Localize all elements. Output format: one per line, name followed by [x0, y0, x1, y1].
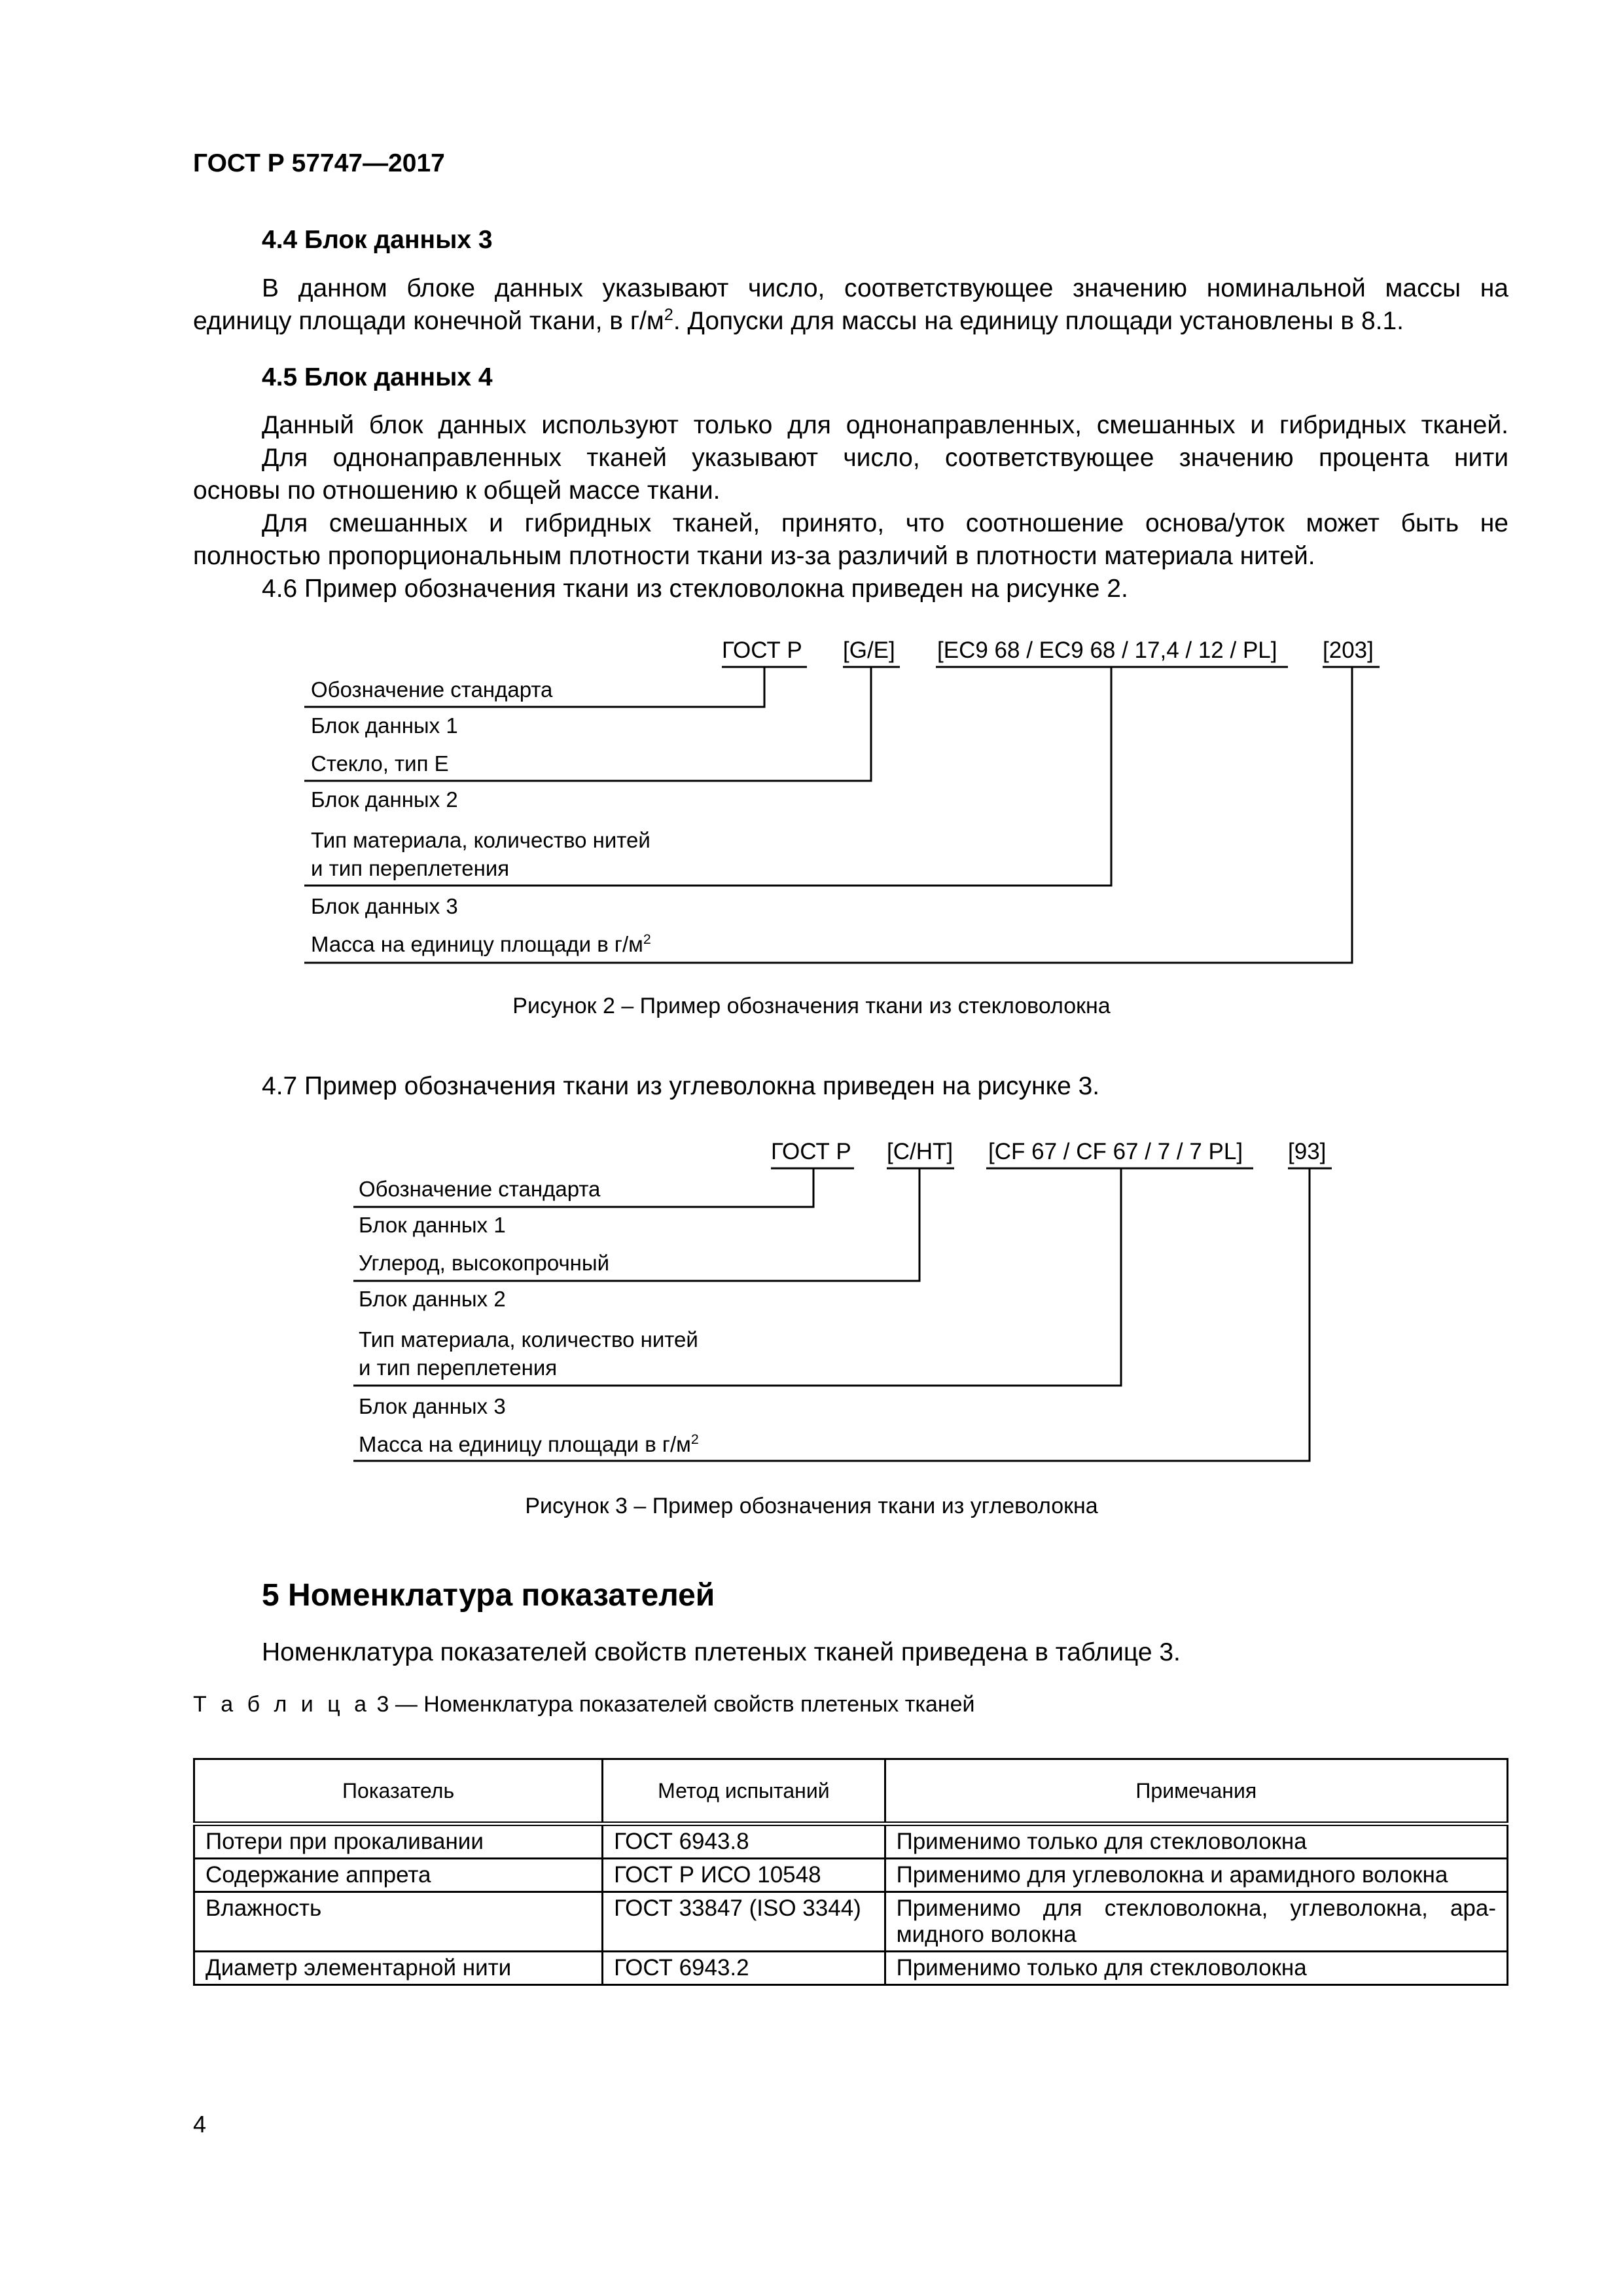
- section-4-5-line-1: Данный блок данных используют только для однонаправленных, смешанных и гибридных тканей.: [262, 411, 1508, 439]
- fig2-code-block-1: [G/E]: [843, 637, 895, 663]
- section-5-title: 5 Номенклатура показателей: [262, 1578, 715, 1613]
- fig3-label-standard: Обозначение стандарта: [359, 1177, 601, 1201]
- table-cell-notes: Применимо для углеволокна и арамидного волокна: [885, 1859, 1507, 1892]
- fig3-label-mass: Масса на единицу площади в $г/м^2$: [359, 1431, 699, 1456]
- fig3-label-carbon: Углерод, высокопрочный: [359, 1251, 610, 1275]
- fig3-label-material-2: и тип переплетения: [359, 1355, 558, 1380]
- table-cell-indicator: Влажность: [194, 1892, 603, 1952]
- fig3-label-material-1: Тип материала, количество нитей: [359, 1327, 698, 1352]
- fig2-label-block-3: Блок данных 3: [311, 894, 458, 918]
- table-cell-notes: Применимо только для стекловолокна: [885, 1952, 1507, 1985]
- fig2-label-material-2: и тип переплетения: [311, 856, 510, 880]
- table-header-row: [194, 1759, 1508, 1824]
- section-4-6-intro: 4.6 Пример обозначения ткани из стекловолокна приведен на рисунке 2.: [262, 575, 1128, 603]
- table-cell-method: ГОСТ 33847 (ISO 3344): [603, 1892, 885, 1952]
- table-header-method: Метод испытаний: [603, 1759, 885, 1824]
- fig3-label-block-1: Блок данных 1: [359, 1213, 506, 1237]
- fig2-label-standard: Обозначение стандарта: [311, 677, 553, 702]
- table-row: [194, 1859, 1508, 1892]
- fig2-label-block-1: Блок данных 1: [311, 713, 458, 738]
- table-row: [194, 1824, 1508, 1859]
- section-4-4-title: 4.4 Блок данных 3: [262, 226, 493, 254]
- fig2-label-material-1: Тип материала, количество нитей: [311, 828, 651, 852]
- page-number: 4: [193, 2111, 207, 2138]
- table-3: [193, 1758, 1508, 1986]
- fig3-code-block-3: [93]: [1288, 1139, 1327, 1164]
- table-3-caption: Т а б л и ц а 3 — Номенклатура показателей свойств плетеных тканей: [193, 1692, 975, 1717]
- table-row: [194, 1892, 1508, 1952]
- fig3-label-block-2: Блок данных 2: [359, 1287, 506, 1311]
- table-cell-indicator: Потери при прокаливании: [194, 1824, 603, 1859]
- figure-3-lines: [0, 1047, 1623, 1505]
- figure-2-caption: Рисунок 2 – Пример обозначения ткани из стекловолокна: [512, 994, 1111, 1018]
- table-row: [194, 1952, 1508, 1985]
- fig3-code-gost: ГОСТ Р: [771, 1139, 851, 1164]
- fig2-label-mass: Масса на единицу площади в $г/м^2$: [311, 931, 651, 956]
- section-4-4-line-1: В данном блоке данных указывают число, соответствующее значению номинальной массы на: [262, 274, 1508, 302]
- section-5-text: Номенклатура показателей свойств плетеных тканей приведена в таблице 3.: [262, 1638, 1181, 1666]
- table-cell-notes: Применимо для стекловолокна, углеволокна, ара-мидного волокна: [885, 1892, 1507, 1952]
- fig2-label-block-2: Блок данных 2: [311, 787, 458, 812]
- section-4-5-line-4: Для смешанных и гибридных тканей, принято, что соотношение основа/уток может быть не: [262, 509, 1508, 537]
- section-4-5-line-3: основы по отношению к общей массе ткани.: [193, 476, 721, 505]
- table-header-notes: Примечания: [885, 1759, 1507, 1824]
- table-header-indicator: Показатель: [194, 1759, 603, 1824]
- section-4-5-line-2: Для однонаправленных тканей указывают число, соответствующее значению процента нити: [262, 444, 1508, 472]
- document-header: ГОСТ Р 57747—2017: [193, 149, 445, 177]
- figure-3-caption: Рисунок 3 – Пример обозначения ткани из углеволокна: [525, 1494, 1098, 1518]
- table-cell-indicator: Содержание аппрета: [194, 1859, 603, 1892]
- fig3-label-block-3: Блок данных 3: [359, 1394, 506, 1418]
- section-4-4-line-2: единицу площади конечной ткани, в $г/м^2$. Допуски для массы на единицу площади установлены в 8.1.: [193, 306, 1404, 335]
- table-cell-notes: Применимо только для стекловолокна: [885, 1824, 1507, 1859]
- fig2-code-block-3: [203]: [1323, 637, 1374, 663]
- section-4-7-intro: 4.7 Пример обозначения ткани из углеволокна приведен на рисунке 3.: [262, 1072, 1100, 1100]
- table-cell-indicator: Диаметр элементарной нити: [194, 1952, 603, 1985]
- table-cell-method: ГОСТ Р ИСО 10548: [603, 1859, 885, 1892]
- table-cell-method: ГОСТ 6943.2: [603, 1952, 885, 1985]
- section-4-5-line-5: полностью пропорциональным плотности ткани из-за различий в плотности материала нитей.: [193, 542, 1315, 570]
- fig2-code-block-2: [EC9 68 / EC9 68 / 17,4 / 12 / PL]: [937, 637, 1277, 663]
- section-4-5-title: 4.5 Блок данных 4: [262, 363, 493, 391]
- fig2-connector-block-3: [304, 667, 1352, 963]
- fig3-code-block-2: [CF 67 / CF 67 / 7 / 7 PL]: [988, 1139, 1243, 1164]
- fig2-label-glass: Стекло, тип Е: [311, 751, 449, 776]
- figure-2-lines: [0, 0, 1623, 1047]
- fig2-code-gost: ГОСТ Р: [722, 637, 802, 663]
- table-cell-method: ГОСТ 6943.8: [603, 1824, 885, 1859]
- fig3-code-block-1: [C/HT]: [887, 1139, 954, 1164]
